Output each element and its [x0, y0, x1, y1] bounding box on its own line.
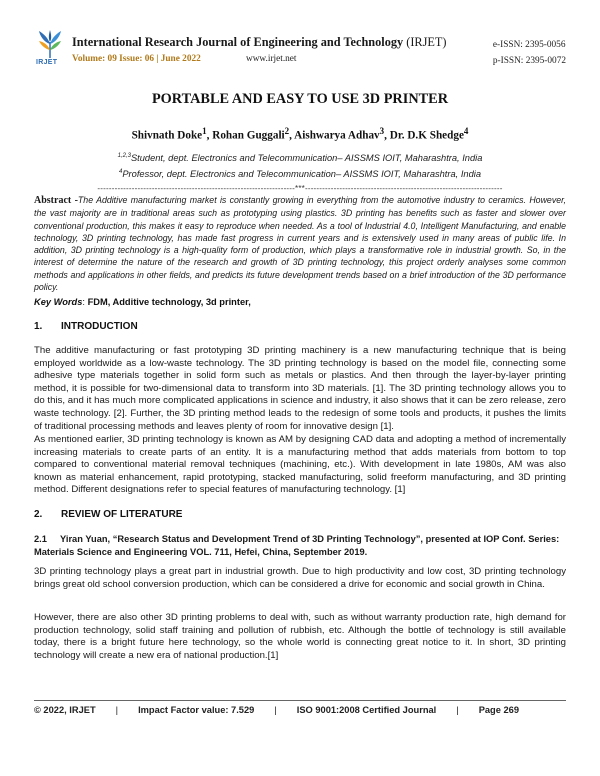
footer-bar: |	[456, 705, 459, 715]
page-footer	[34, 705, 566, 715]
author-sup: 3	[379, 126, 385, 136]
section-heading-literature	[34, 509, 182, 520]
author-name: Shivnath Doke	[131, 129, 203, 142]
subsection-reference	[34, 533, 566, 558]
affiliation-text: Student, dept. Electronics and Telecommunication– AISSMS IOIT, Maharashtra, India	[130, 153, 483, 164]
keywords-label: Key Words	[34, 297, 83, 307]
pissn: p-ISSN: 2395-0072	[492, 56, 566, 66]
separator-line: ---------------------------------------------------------------------***---------------------------------------------------------------------	[97, 184, 503, 193]
keywords: Key Words: FDM, Additive technology, 3d printer,	[34, 297, 251, 307]
author-sup: 1	[202, 126, 207, 136]
irjet-logo	[34, 30, 66, 68]
affiliation-sup: 1,2,3	[117, 153, 131, 159]
journal-abbr: (IRJET)	[406, 35, 447, 49]
footer-page: Page 269	[478, 705, 520, 715]
affiliation-professor	[0, 169, 600, 179]
section-number: 2.	[34, 509, 43, 520]
section-title: INTRODUCTION	[61, 321, 138, 332]
journal-title	[72, 35, 447, 50]
footer-bar: |	[115, 705, 119, 715]
affiliation-students	[0, 153, 600, 163]
footer-iso: ISO 9001:2008 Certified Journal	[296, 705, 437, 715]
journal-name: International Research Journal of Engineering and Technology	[72, 35, 404, 49]
author-name: Aishwarya Adhav	[294, 129, 380, 142]
journal-website[interactable]: www.irjet.net	[246, 54, 297, 64]
author-sep: ,	[384, 129, 390, 142]
issn-block	[493, 37, 566, 69]
author-list	[0, 126, 600, 142]
logo-icon	[34, 30, 66, 60]
paragraph: As mentioned earlier, 3D printing technology is known as AM by designing CAD data and adopting a method of incrementally increasing materials to create parts of an entity. It is a manufacturing method that adds materials from bottom to top compared to conventional material removal techniques (machining, etc.). With development in late 1980s, AM was also known as material enhancement, rapid prototyping, stacked manufacturing, solid freeform manufacturing, and 3D printing method. Different designations refer to special features of manufacturing technology. [1]	[34, 434, 566, 496]
footer-impact: Impact Factor value: 7.529	[138, 705, 255, 715]
subsection-text: Yiran Yuan, “Research Status and Development Trend of 3D Printing Technology”, presented at IOP Conf. Series: Materials Science and Engineering VOL. 711, Hefei, China, September 2019.	[34, 534, 560, 557]
affiliation-text: Professor, dept. Electronics and Telecommunication– AISSMS IOIT, Maharashtra, India	[122, 169, 481, 180]
section-heading-introduction	[34, 321, 138, 332]
author-name: Rohan Guggali	[212, 129, 285, 142]
author-sep: ,	[289, 129, 295, 142]
eissn: e-ISSN: 2395-0056	[492, 40, 566, 50]
abstract	[34, 194, 566, 293]
footer-divider	[34, 700, 566, 701]
journal-header	[34, 30, 566, 70]
affiliation-sup: 4	[119, 169, 123, 175]
footer-bar: |	[274, 705, 277, 715]
logo-text: IRJET	[36, 59, 58, 66]
author-sep: ,	[206, 129, 213, 142]
abstract-text: The Additive manufacturing market is constantly growing in everything from the automotive industry to ceramics. However, the vast majority are in traditional areas such as prototyping using plastics. 3D printing has benefits such as faster and slower over conventional production, this makes it easy to reproduce when needed. As a tool of Industrial 4.0, Intelligent Manufacturing, and enable technology, 3D printing technology, has made fast progress in current years and is extensively used in many areas of public life. In addition, 3D printing technology is a high-quality form of production, which plays a transformative role in industrial growth. So, in the interest of determine the nature of the research and growth of 3D printing technology, this project orderly analyses some common methods and applications in other fields, and predicts its future development trends based on a brief introduction of the 3D performance policy.	[34, 195, 566, 293]
footer-copyright: © 2022, IRJET	[34, 705, 96, 715]
section-number: 1.	[34, 321, 43, 332]
paper-title: PORTABLE AND EASY TO USE 3D PRINTER	[151, 91, 449, 107]
subsection-number: 2.1	[34, 534, 47, 544]
author-sup: 2	[284, 126, 290, 136]
paragraph: The additive manufacturing or fast prototyping 3D printing machinery is a new manufacturing technique that is being employed worldwide as a low-waste technology. The 3D printing technology is based on the model file, connecting some adhesive type materials together in solid form such as metals or plastics. And then through the layer-by-layer printing method, it is possible for two-dimensional data to transform into 3D materials. [1]. The 3D printing technology allows you to do this, and it has much more complicated applications in science and industry, it also shows that it can be zero release, zero waste technology. [2]. Further, the 3D printing method leads to the redesign of some tools and products, it pushes the limits of traditional processing methods and leaves plenty of room for innovative design [1].	[34, 345, 566, 432]
section-title: REVIEW OF LITERATURE	[61, 509, 183, 520]
author-name: Dr. D.K Shedge	[389, 129, 464, 142]
volume-issue: Volume: 09 Issue: 06 | June 2022	[72, 54, 201, 64]
paragraph: However, there are also other 3D printing problems to deal with, such as without warranty production rate, high demand for production technology, solid staff training and pollution of rubbish, etc. Although the bottle of technology is still available today, there is a bright future here technology, so the whole world is connecting great notice to it. In short, 3D printing technology will create a new era of national production.[1]	[34, 612, 566, 661]
paragraph: 3D printing technology plays a great part in industrial growth. Due to high productivity and low cost, 3D printing technology brings great old school conversion production, which can be considered a drive for economic and social growth in China.	[34, 566, 566, 590]
keywords-value: FDM, Additive technology, 3d printer,	[87, 297, 251, 307]
abstract-label: Abstract -	[34, 195, 78, 206]
author-sup: 4	[463, 126, 469, 136]
